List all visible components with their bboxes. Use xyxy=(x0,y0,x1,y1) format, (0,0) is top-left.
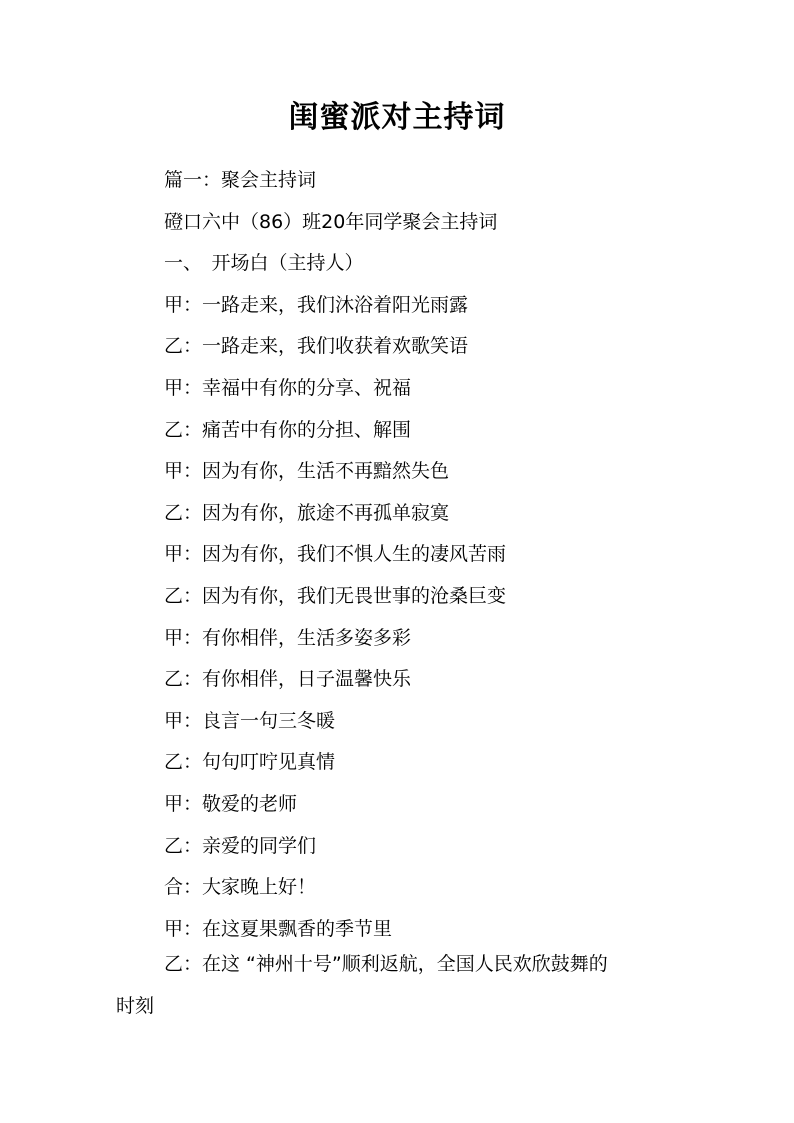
document-title: 闺蜜派对主持词 xyxy=(288,100,506,135)
dialogue-line: 甲：在这夏果飘香的季节里 xyxy=(164,917,393,940)
dialogue-line: 乙：一路走来，我们收获着欢歌笑语 xyxy=(164,335,469,358)
line-section: 一、 开场白（主持人） xyxy=(164,252,364,275)
dialogue-line: 甲：敬爱的老师 xyxy=(164,792,298,815)
dialogue-line: 乙：有你相伴，日子温馨快乐 xyxy=(164,668,412,691)
dialogue-line: 甲：因为有你，我们不惧人生的凄风苦雨 xyxy=(164,543,507,566)
dialogue-line: 乙：因为有你，我们无畏世事的沧桑巨变 xyxy=(164,584,507,607)
last-paragraph xyxy=(116,944,686,1027)
line-heading: 篇一：聚会主持词 xyxy=(164,169,317,191)
dialogue-line: 甲：因为有你，生活不再黯然失色 xyxy=(164,460,450,483)
paragraph-line-1: 乙：在这 “神州十号”顺利返航，全国人民欢欣鼓舞的 xyxy=(164,953,608,975)
dialogue-line: 合：大家晚上好！ xyxy=(164,876,317,899)
dialogue-line: 乙：亲爱的同学们 xyxy=(164,834,317,857)
dialogue-line: 甲：一路走来，我们沐浴着阳光雨露 xyxy=(164,293,469,316)
script-lines xyxy=(164,160,724,950)
paragraph-line-2: 时刻 xyxy=(116,994,155,1017)
dialogue-line: 甲：幸福中有你的分享、祝福 xyxy=(164,376,412,399)
line-subtitle: 磴口六中（86）班20年同学聚会主持词 xyxy=(164,210,498,233)
dialogue-line: 乙：因为有你，旅途不再孤单寂寞 xyxy=(164,501,450,524)
dialogue-line: 甲：良言一句三冬暖 xyxy=(164,709,336,732)
dialogue-line: 乙：痛苦中有你的分担、解围 xyxy=(164,418,412,441)
dialogue-line: 乙：句句叮咛见真情 xyxy=(164,751,336,774)
dialogue-line: 甲：有你相伴，生活多姿多彩 xyxy=(164,626,412,649)
